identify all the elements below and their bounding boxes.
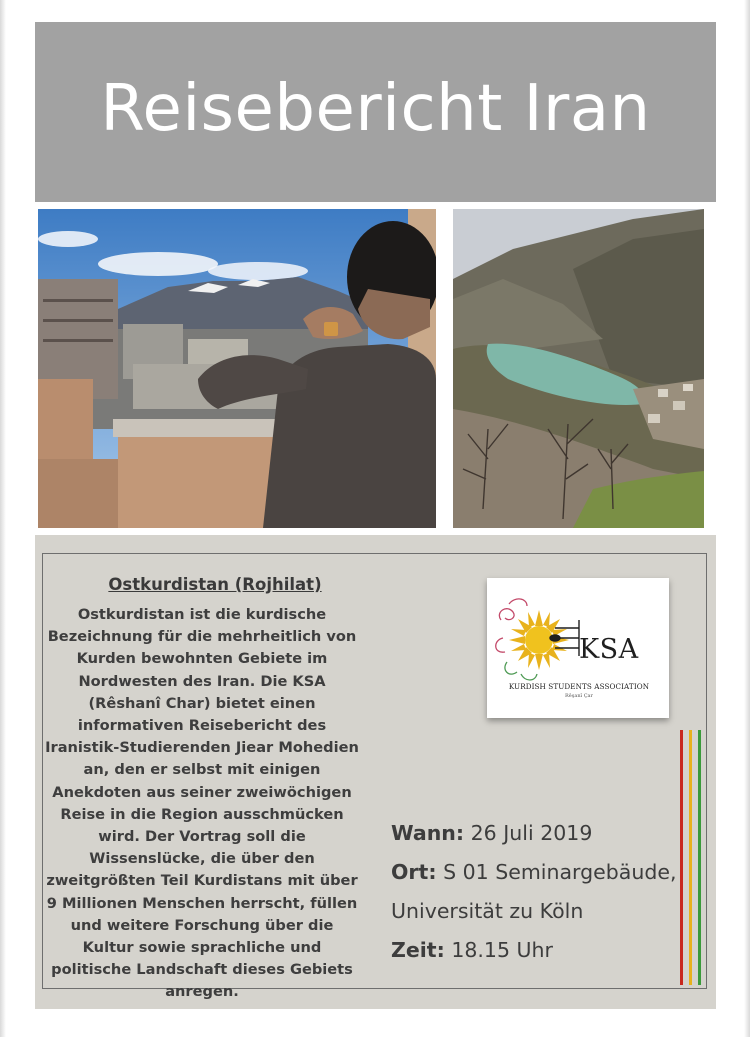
title-banner: [35, 22, 716, 202]
description-text: Ostkurdistan ist die kurdische Bezeichnung für die mehrheitlich von Kurden bewohnten Gebiete im Nordwesten des Iran. Die KSA (Rêshanî Char) bietet einen informativen Reisebericht des Iranistik-Studierenden Jiear Mohedien an, den er selbst mit einigen Anekdoten aus seiner zweiwöchigen Reise in die Region ausschmücken wird. Der Vortrag soll die Wissenslücke, die über den zweitgrößten Teil Kurdistans mit über 9 Millionen Menschen herrscht, füllen und weitere Forschung über die Kultur sowie sprachliche und politische Landschaft dieses Gebiets anregen.: [45, 606, 359, 1001]
info-panel: [35, 535, 716, 1009]
event-details: [391, 814, 701, 970]
photo-man-city-view: [38, 209, 436, 528]
logo-full-name: KURDISH STUDENTS ASSOCIATION: [508, 682, 650, 691]
time-value: 18.15 Uhr: [451, 938, 553, 962]
date-label: Wann:: [391, 821, 465, 845]
photo-mountain-valley: [453, 209, 704, 528]
location-label: Ort:: [391, 860, 437, 884]
ksa-logo: [487, 578, 669, 718]
location-value-line-2: Universität zu Köln: [391, 899, 584, 923]
event-location: [391, 853, 701, 892]
date-value: 26 Juli 2019: [470, 821, 593, 845]
page-title: Reisebericht Iran: [100, 72, 651, 146]
event-date: [391, 814, 701, 853]
event-time: [391, 931, 701, 970]
page-edge-right: [744, 0, 750, 1037]
location-value-line-1: S 01 Seminargebäude,: [443, 860, 677, 884]
logo-abbreviation: KSA: [579, 634, 639, 665]
photo-mountain-valley-image: [453, 209, 704, 528]
event-location-line-2: [391, 892, 701, 931]
photo-man-city-view-image: [38, 209, 436, 528]
page-edge-left: [0, 0, 6, 1037]
section-heading: Ostkurdistan (Rojhilat): [108, 575, 322, 594]
time-label: Zeit:: [391, 938, 445, 962]
logo-subline: Rêşanî Çar: [565, 693, 593, 699]
